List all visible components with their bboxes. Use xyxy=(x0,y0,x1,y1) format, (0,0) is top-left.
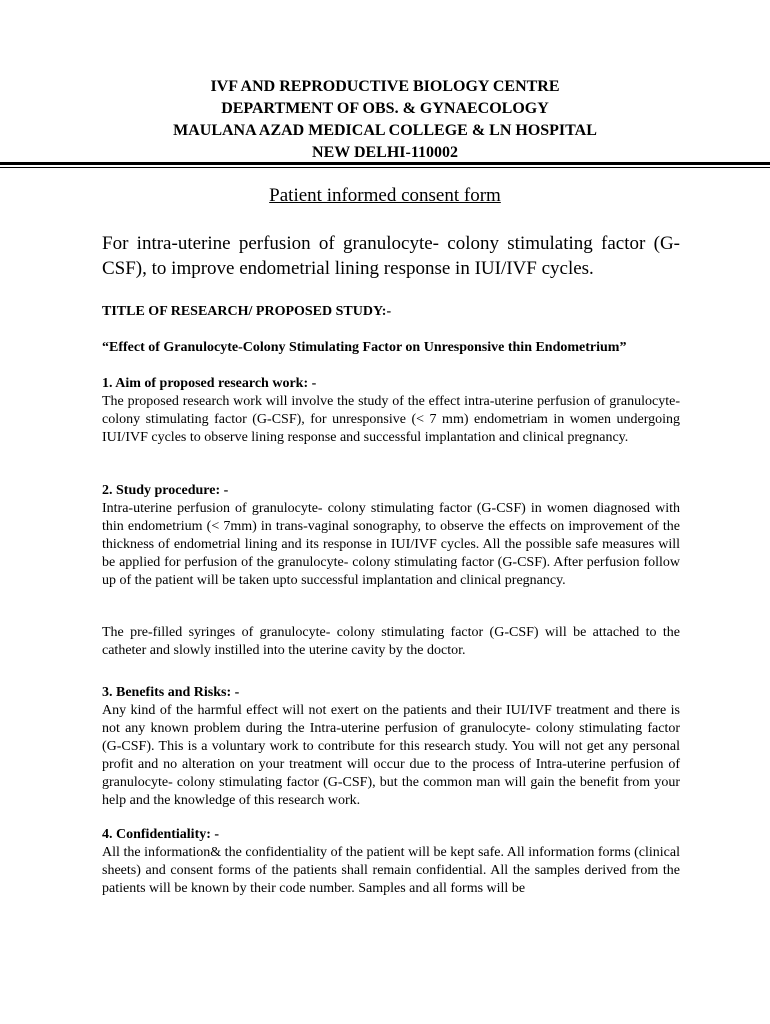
form-subtitle: For intra-uterine perfusion of granulocyte- colony stimulating factor (G-CSF), to improve endometrial lining response in IUI/IVF cycles. xyxy=(102,233,680,279)
section-procedure-text-2: The pre-filled syringes of granulocyte- colony stimulating factor (G-CSF) will be attached to the catheter and slowly instilled into the uterine cavity by the doctor. xyxy=(102,625,680,658)
header-line-college: MAULANA AZAD MEDICAL COLLEGE & LN HOSPITAL xyxy=(173,122,597,139)
section-procedure-heading: 2. Study procedure: - xyxy=(102,483,229,498)
section-procedure-note xyxy=(102,624,680,660)
header-divider-thin xyxy=(0,167,770,168)
research-title: “Effect of Granulocyte-Colony Stimulating Factor on Unresponsive thin Endometrium” xyxy=(102,340,627,355)
section-benefits xyxy=(102,684,680,810)
section-procedure xyxy=(102,482,680,590)
header-line-city: NEW DELHI-110002 xyxy=(312,144,458,161)
section-confidentiality-text: All the information& the confidentiality of the patient will be kept safe. All information forms (clinical sheets) and consent forms of the patients shall remain confidential. All the samples derived from the patients will be known by their code number. Samples and all forms will be xyxy=(102,845,680,896)
research-title-label: TITLE OF RESEARCH/ PROPOSED STUDY:- xyxy=(102,304,392,319)
section-benefits-heading: 3. Benefits and Risks: - xyxy=(102,685,240,700)
section-confidentiality-heading: 4. Confidentiality: - xyxy=(102,827,220,842)
section-confidentiality xyxy=(102,826,680,898)
form-title: Patient informed consent form xyxy=(269,185,501,206)
header-line-department: DEPARTMENT OF OBS. & GYNAECOLOGY xyxy=(221,100,549,117)
section-aim-text: The proposed research work will involve the study of the effect intra-uterine perfusion of granulocyte- colony stimulating factor (G-CSF), for unresponsive (< 7 mm) endometriam in women undergoing IUI/IVF cycles to observe lining response and successful implantation and clinical pregnancy. xyxy=(102,394,680,445)
section-benefits-text: Any kind of the harmful effect will not exert on the patients and their IUI/IVF treatment and there is not any known problem during the Intra-uterine perfusion of granulocyte- colony stimulating factor (G-CSF). This is a voluntary work to contribute for this research study. You will not get any personal profit and no alteration on your treatment will occur due to the process of Intra-uterine perfusion of granulocyte- colony stimulating factor (G-CSF), but the common man will gain the benefit from your help and the knowledge of this research work. xyxy=(102,703,680,808)
header-divider-thick xyxy=(0,162,770,165)
section-procedure-text: Intra-uterine perfusion of granulocyte- colony stimulating factor (G-CSF) in women diagnosed with thin endometrium (< 7mm) in trans-vaginal sonography, to observe the effects on improvement of the thickness of endometrial lining and its response in IUI/IVF cycles. All the possible safe measures will be applied for perfusion of the granulocyte- colony stimulating factor (G-CSF). After perfusion follow up of the patient will be taken upto successful implantation and clinical pregnancy. xyxy=(102,501,680,588)
institution-header xyxy=(0,76,770,164)
header-line-centre: IVF AND REPRODUCTIVE BIOLOGY CENTRE xyxy=(210,78,560,95)
section-aim-heading: 1. Aim of proposed research work: - xyxy=(102,376,317,391)
section-aim xyxy=(102,375,680,447)
